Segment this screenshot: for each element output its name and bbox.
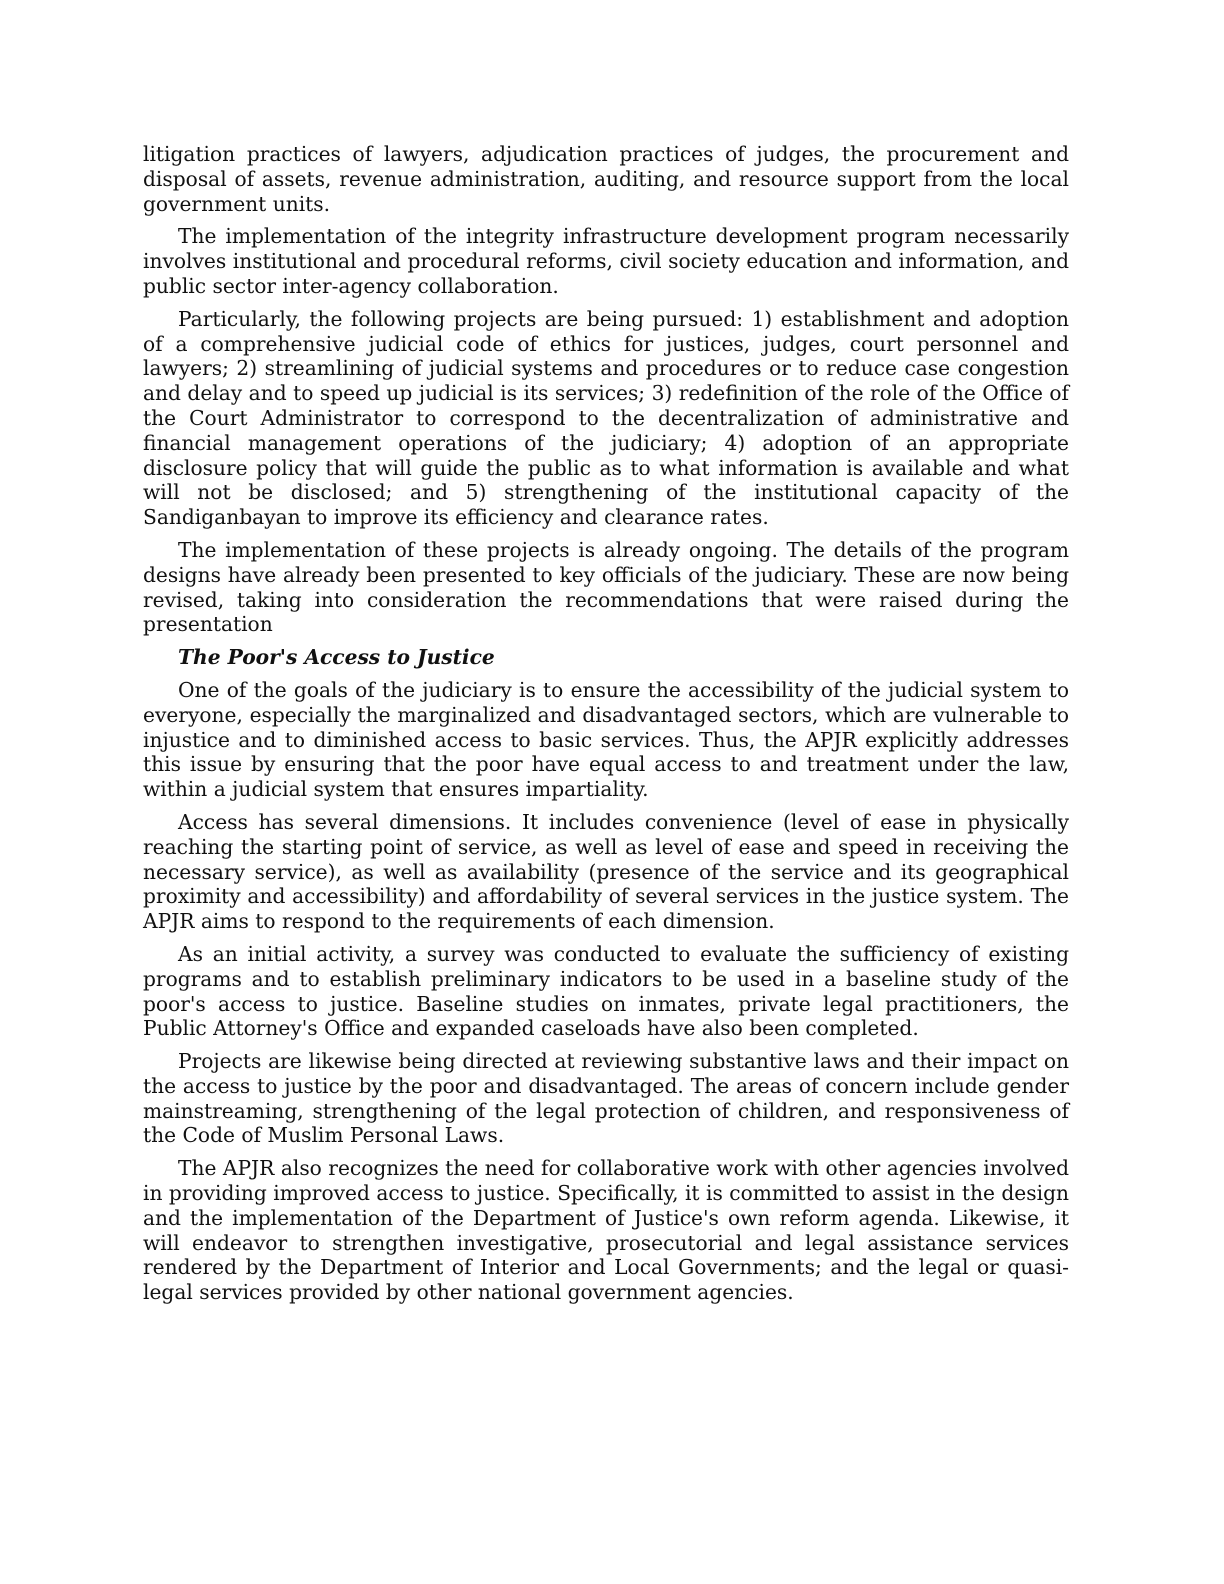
paragraph-initial-survey: As an initial activity, a survey was conducted to evaluate the sufficiency of existing programs and to establish preliminary indicators to be used in a baseline study of the poor's access to justice. Baseline studies on inmates, private legal practitioners, the Public Attorney's Office and expanded caseloads have also been completed. [143, 941, 1069, 1041]
section-heading: The Poor's Access to Justice [178, 645, 495, 670]
paragraph-collaboration: The APJR also recognizes the need for collaborative work with other agencies involved in providing improved access to justice. Specifically, it is committed to assist in the design and the implementation of the Department of Justice's own reform agenda. Likewise, it will endeavor to strengthen investigative, prosecutorial and legal assistance services rendered by the Department of Interior and Local Governments; and the legal or quasi-legal services provided by other national government agencies. [143, 1156, 1069, 1305]
paragraph-substantive-laws: Projects are likewise being directed at reviewing substantive laws and their impact on the access to justice by the poor and disadvantaged. The areas of concern include gender mainstreaming, strengthening of the legal protection of children, and responsiveness of the Code of Muslim Personal Laws. [143, 1049, 1069, 1148]
paragraph-projects-list: Particularly, the following projects are being pursued: 1) establishment and adoption of a comprehensive judicial code of ethics for justices, judges, court personnel and lawyers; 2) streamlining of judicial systems and procedures or to reduce case congestion and delay and to speed up judicial is its services; 3) redefinition of the role of the Office of the Court Administrator to correspond to the decentralization of administrative and financial management operations of the judiciary; 4) adoption of an appropriate disclosure policy that will guide the public as to what information is available and what will not be disclosed; and 5) strengthening of the institutional capacity of the Sandiganbayan to improve its efficiency and clearance rates. [143, 306, 1069, 530]
paragraph-implementation-status: The implementation of these projects is already ongoing. The details of the program designs have already been presented to key officials of the judiciary. These are now being revised, taking into consideration the recommendations that were raised during the presentation [143, 537, 1069, 637]
paragraph-access-dimensions: Access has several dimensions. It includes convenience (level of ease in physically reaching the starting point of service, as well as level of ease and speed in receiving the necessary service), as well as availability (presence of the service and its geographical proximity and accessibility) and affordability of several services in the justice system. The APJR aims to respond to the requirements of each dimension. [143, 809, 1069, 934]
paragraph-judiciary-goals: One of the goals of the judiciary is to ensure the accessibility of the judicial system to everyone, especially the marginalized and disadvantaged sectors, which are vulnerable to injustice and to diminished access to basic services. Thus, the APJR explicitly addresses this issue by ensuring that the poor have equal access to and treatment under the law, within a judicial system that ensures impartiality. [143, 677, 1069, 802]
paragraph-integrity-program: The implementation of the integrity infrastructure development program necessarily involves institutional and procedural reforms, civil society education and information, and public sector inter-agency collaboration. [143, 224, 1069, 298]
paragraph-continuation: litigation practices of lawyers, adjudication practices of judges, the procurement and disposal of assets, revenue administration, auditing, and resource support from the local government units. [143, 142, 1069, 216]
document-page [143, 142, 1069, 1313]
